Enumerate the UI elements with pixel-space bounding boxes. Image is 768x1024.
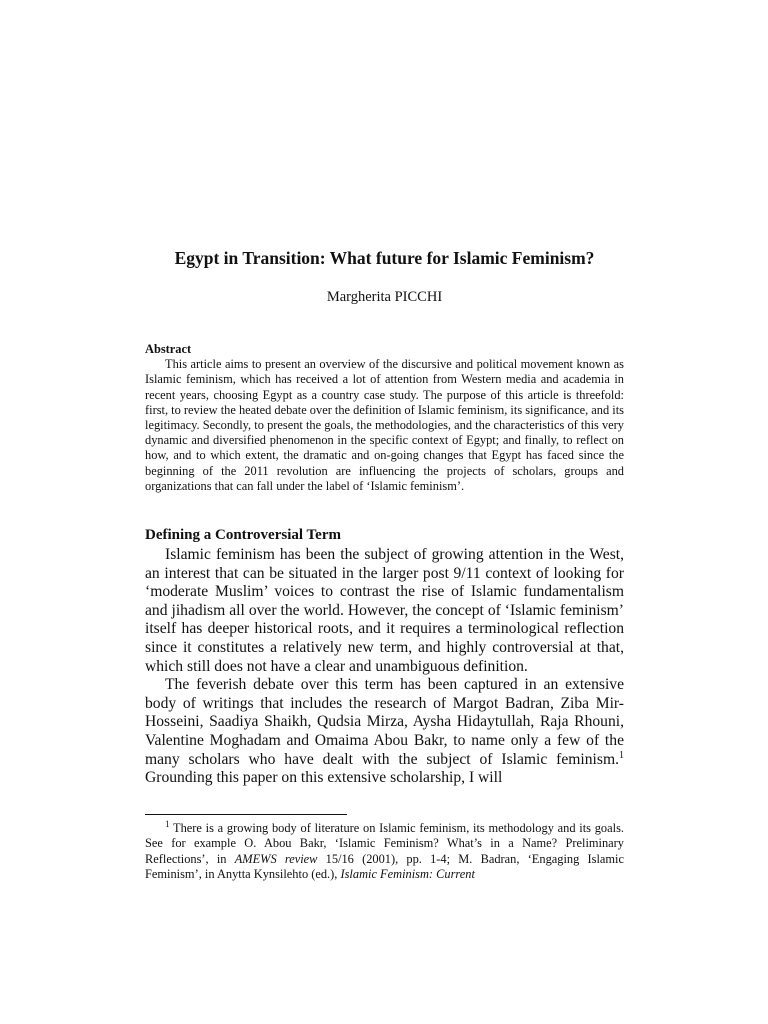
body-text — [145, 546, 624, 788]
footnote-reference-mark: 1 — [619, 749, 624, 761]
abstract-section — [145, 342, 624, 494]
author-name: Margherita PICCHI — [326, 289, 443, 305]
footnote — [145, 818, 624, 883]
article-title: Egypt in Transition: What future for Islamic Feminism? — [174, 248, 595, 268]
section-heading: Defining a Controversial Term — [145, 527, 341, 543]
abstract-heading: Abstract — [145, 342, 192, 356]
body-paragraph-2 — [145, 676, 624, 788]
footnote-book-title: Islamic Feminism: Current — [340, 867, 475, 882]
body-paragraph-2-text: The feverish debate over this term has been captured in an extensive body of writings that includes the research of Margot Badran, Ziba Mir-Hosseini, Saadiya Shaikh, Qudsia Mirza, Aysha Hidaytullah, Raja Rhouni, Valentine Moghadam and Omaima Abou Bakr, to name only a few of the many scholars who have dealt with the subject of Islamic feminism. — [145, 676, 624, 768]
footnote-number: 1 — [165, 818, 170, 829]
footnote-journal-title: AMEWS review — [234, 851, 318, 866]
footnote-text-1: There is a growing body of literature on Islamic feminism, its methodology and its goals. See for example O. Abou Bakr, ‘Islamic Feminism? What’s in a Name? Preliminary Reflections’, in — [145, 821, 624, 866]
footnote-text-2: 15/16 (2001), pp. 1-4; M. Badran, ‘Engaging Islamic Feminism’, in Anytta Kynsilehto (ed.), — [145, 851, 624, 882]
body-paragraph-2-continuation: Grounding this paper on this extensive scholarship, I will — [145, 769, 503, 787]
body-paragraph-1: Islamic feminism has been the subject of growing attention in the West, an interest that can be situated in the larger post 9/11 context of looking for ‘moderate Muslim’ voices to contrast the rise of Islamic fundamentalism and jihadism all over the world. However, the concept of ‘Islamic feminism’ itself has deeper historical roots, and it requires a terminological reflection since it constitutes a relatively new term, and highly controversial at that, which still does not have a clear and unambiguous definition. — [145, 546, 624, 675]
abstract-text: This article aims to present an overview of the discursive and political movement known as Islamic feminism, which has received a lot of attention from Western media and academia in recent years, choosing Egypt as a country case study. The purpose of this article is threefold: first, to review the heated debate over the definition of Islamic feminism, its significance, and its legitimacy. Secondly, to present the goals, the methodologies, and the characteristics of this very dynamic and diversified phenomenon in the specific context of Egypt; and finally, to reflect on how, and to which extent, the dramatic and on-going changes that Egypt has faced since the beginning of the 2011 revolution are influencing the projects of scholars, groups and organizations that can fall under the label of ‘Islamic feminism’. — [145, 357, 624, 493]
footnote-separator — [145, 814, 347, 815]
